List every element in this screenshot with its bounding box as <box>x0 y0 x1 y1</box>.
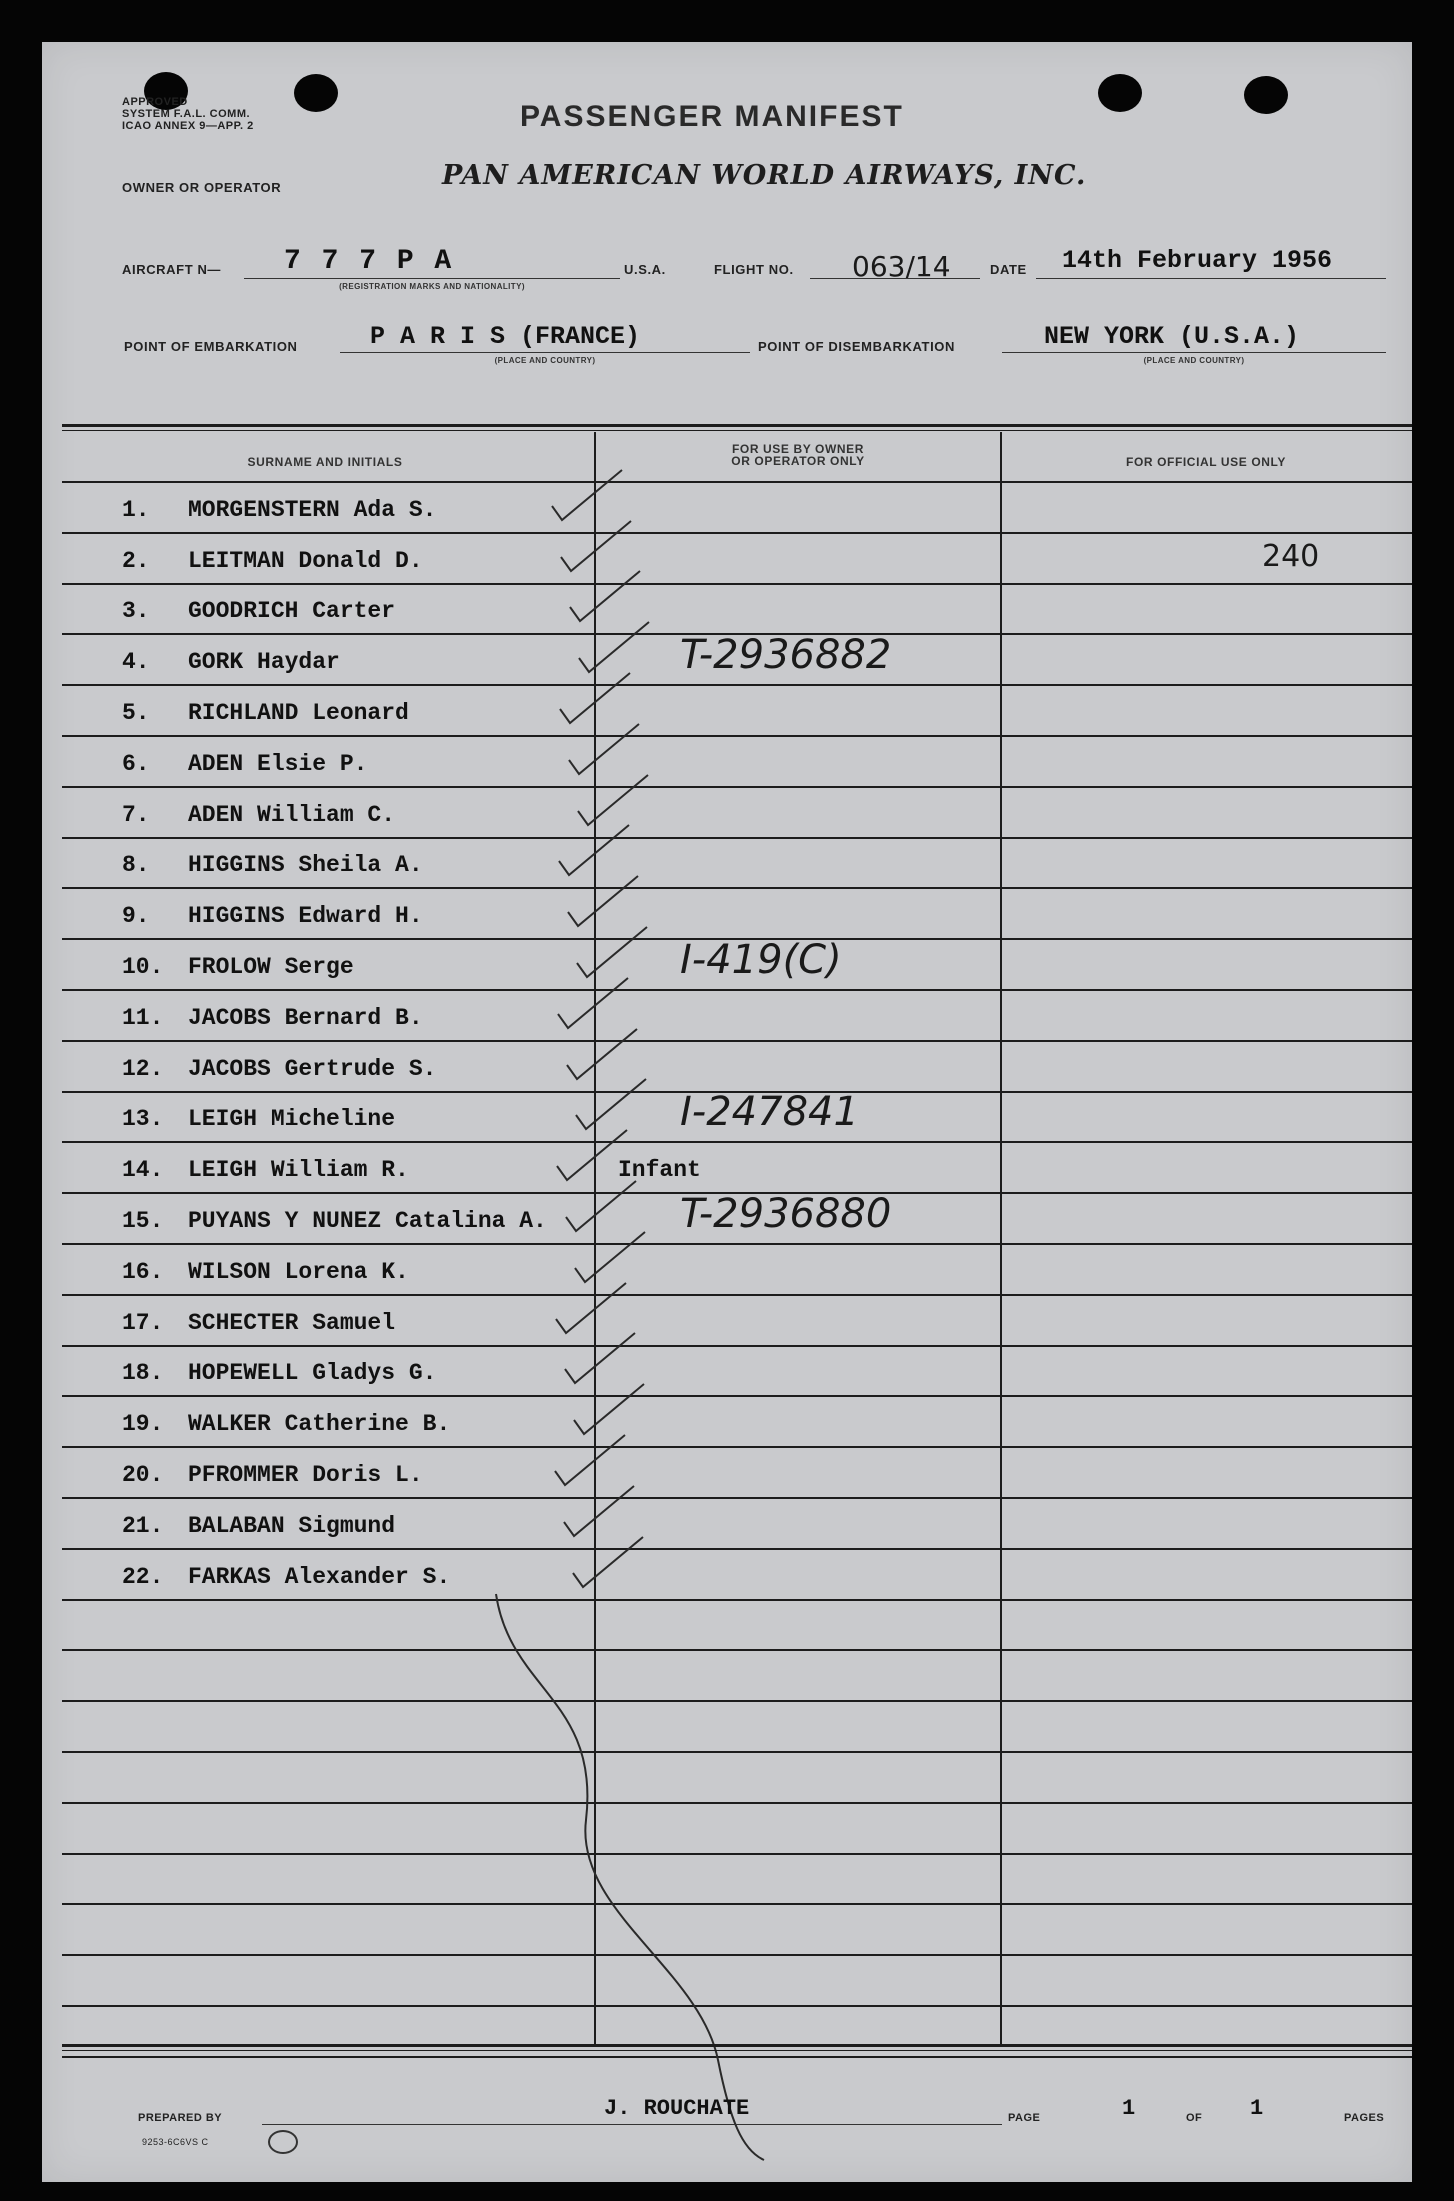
owner-label: OWNER OR OPERATOR <box>122 180 282 195</box>
disembarkation-value: NEW YORK (U.S.A.) <box>1044 322 1300 351</box>
official-use-entry: 240 <box>1262 539 1320 574</box>
column-header-owner: FOR USE BY OWNER OR OPERATOR ONLY <box>731 442 865 468</box>
passenger-name: SCHECTER Samuel <box>188 1310 396 1336</box>
owner-use-entry: T-2936880 <box>680 1191 892 1237</box>
passenger-number: 10. <box>122 954 164 980</box>
passenger-number: 9. <box>122 903 150 929</box>
passenger-name: JACOBS Gertrude S. <box>188 1056 437 1082</box>
check-mark <box>565 1333 635 1383</box>
passenger-name: FROLOW Serge <box>188 954 354 980</box>
check-mark <box>561 521 631 571</box>
passenger-name: ADEN Elsie P. <box>188 751 368 777</box>
passenger-number: 2. <box>122 548 150 574</box>
passenger-name: WILSON Lorena K. <box>188 1259 409 1285</box>
passenger-number: 17. <box>122 1310 164 1336</box>
of-label: OF <box>1186 2112 1203 2124</box>
page-label: PAGE <box>1008 2112 1041 2124</box>
passenger-name: FARKAS Alexander S. <box>188 1564 451 1590</box>
manifest-date: 14th February 1956 <box>1062 246 1333 275</box>
page-number: 1 <box>1122 2096 1136 2121</box>
form-number: 9253-6C6VS C <box>142 2137 209 2147</box>
passenger-name: BALABAN Sigmund <box>188 1513 396 1539</box>
passenger-name: HIGGINS Sheila A. <box>188 852 423 878</box>
embarkation-label: POINT OF EMBARKATION <box>124 339 298 354</box>
disembarkation-caption: (PLACE AND COUNTRY) <box>1143 356 1245 365</box>
operator-name: PAN AMERICAN WORLD AIRWAYS, INC. <box>442 160 1087 191</box>
column-header-official: FOR OFFICIAL USE ONLY <box>1126 455 1286 469</box>
stamp-line: SYSTEM F.A.L. COMM. <box>122 108 251 120</box>
passenger-number: 16. <box>122 1259 164 1285</box>
check-mark <box>576 1079 646 1129</box>
passenger-name: GORK Haydar <box>188 649 340 675</box>
country-label: U.S.A. <box>624 262 666 277</box>
disembarkation-label: POINT OF DISEMBARKATION <box>758 339 955 354</box>
end-of-list-squiggle <box>496 1594 764 2160</box>
check-mark <box>557 1130 627 1180</box>
check-mark <box>552 470 622 520</box>
passenger-number: 13. <box>122 1106 164 1132</box>
passenger-name: LEIGH Micheline <box>188 1106 396 1132</box>
date-label: DATE <box>990 262 1027 277</box>
prepared-by-value: J. ROUCHATE <box>604 2096 750 2121</box>
passenger-name: PFROMMER Doris L. <box>188 1462 423 1488</box>
check-mark <box>573 1537 643 1587</box>
check-mark <box>569 724 639 774</box>
aircraft-label: AIRCRAFT N— <box>122 262 222 277</box>
passenger-number: 18. <box>122 1360 164 1386</box>
passenger-number: 12. <box>122 1056 164 1082</box>
check-mark <box>568 876 638 926</box>
passenger-number: 3. <box>122 598 150 624</box>
passenger-name: ADEN William C. <box>188 802 396 828</box>
passenger-number: 21. <box>122 1513 164 1539</box>
owner-use-entry: I-419(C) <box>680 937 842 983</box>
check-mark <box>564 1486 634 1536</box>
passenger-name: GOODRICH Carter <box>188 598 396 624</box>
owner-use-entry: Infant <box>618 1157 701 1183</box>
passenger-number: 4. <box>122 649 150 675</box>
stamp-line: ICAO ANNEX 9—APP. 2 <box>122 120 254 132</box>
check-mark <box>558 978 628 1028</box>
embarkation-caption: (PLACE AND COUNTRY) <box>494 356 596 365</box>
passenger-number: 19. <box>122 1411 164 1437</box>
page-total: 1 <box>1250 2096 1264 2121</box>
check-mark <box>567 1029 637 1079</box>
table-bottom-rule <box>62 2044 1412 2047</box>
column-header-names: SURNAME AND INITIALS <box>247 455 403 469</box>
passenger-number: 6. <box>122 751 150 777</box>
check-mark <box>566 1181 636 1231</box>
flight-label: FLIGHT NO. <box>714 262 794 277</box>
check-mark <box>560 673 630 723</box>
passenger-name: WALKER Catherine B. <box>188 1411 451 1437</box>
check-mark <box>574 1384 644 1434</box>
passenger-name: HOPEWELL Gladys G. <box>188 1360 437 1386</box>
pages-label: PAGES <box>1344 2112 1385 2124</box>
passenger-number: 20. <box>122 1462 164 1488</box>
owner-use-entry: T-2936882 <box>680 632 892 678</box>
passenger-name: LEITMAN Donald D. <box>188 548 423 574</box>
flight-number: 063/14 <box>852 250 951 283</box>
passenger-name: RICHLAND Leonard <box>188 700 409 726</box>
check-mark <box>578 775 648 825</box>
check-mark <box>577 927 647 977</box>
passenger-name: MORGENSTERN Ada S. <box>188 497 437 523</box>
stamp-line: APPROVED <box>122 96 188 108</box>
check-mark <box>555 1435 625 1485</box>
passenger-number: 7. <box>122 802 150 828</box>
check-mark <box>570 571 640 621</box>
passenger-number: 14. <box>122 1157 164 1183</box>
passenger-number: 22. <box>122 1564 164 1590</box>
aircraft-registration: 7 7 7 P A <box>284 246 454 277</box>
union-label-icon <box>268 2130 298 2154</box>
passenger-number: 8. <box>122 852 150 878</box>
passenger-name: LEIGH William R. <box>188 1157 409 1183</box>
page-title: PASSENGER MANIFEST <box>520 100 904 133</box>
embarkation-value: P A R I S (FRANCE) <box>370 322 641 351</box>
owner-use-entry: I-247841 <box>680 1089 859 1135</box>
passenger-number: 5. <box>122 700 150 726</box>
check-mark <box>575 1232 645 1282</box>
check-mark <box>556 1283 626 1333</box>
passenger-name: HIGGINS Edward H. <box>188 903 423 929</box>
prepared-by-label: PREPARED BY <box>138 2112 223 2124</box>
passenger-number: 11. <box>122 1005 164 1031</box>
check-mark <box>559 825 629 875</box>
aircraft-caption: (REGISTRATION MARKS AND NATIONALITY) <box>339 282 525 291</box>
passenger-name: PUYANS Y NUNEZ Catalina A. <box>188 1208 547 1234</box>
passenger-number: 1. <box>122 497 150 523</box>
passenger-number: 15. <box>122 1208 164 1234</box>
check-mark <box>579 622 649 672</box>
passenger-name: JACOBS Bernard B. <box>188 1005 423 1031</box>
